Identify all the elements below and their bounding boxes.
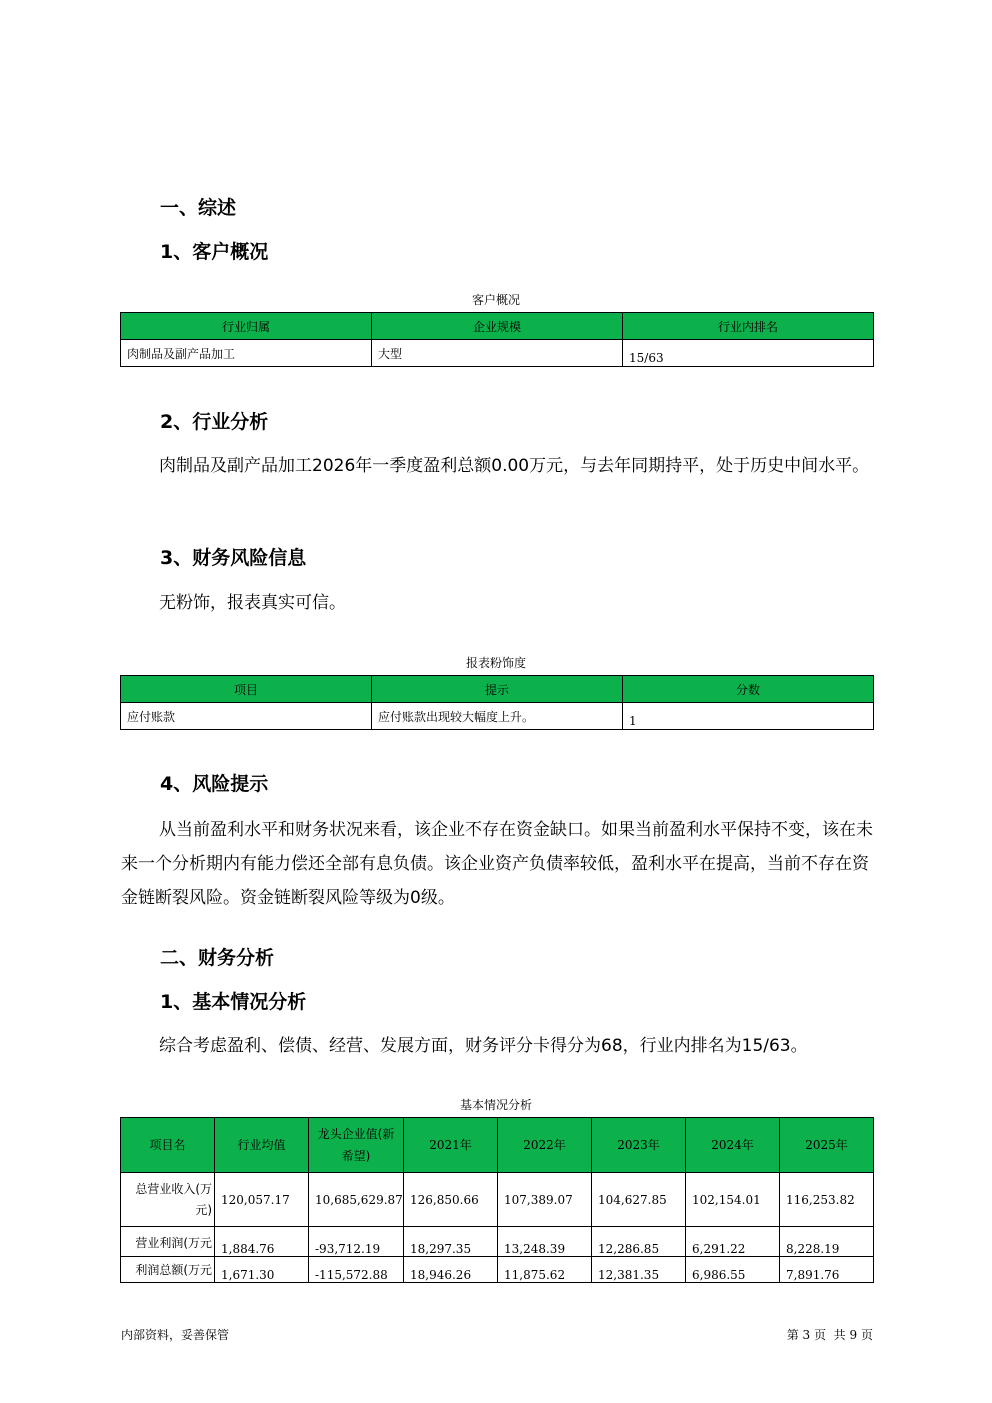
table-cell: 126,850.66 bbox=[404, 1173, 498, 1227]
table-cell: 107,389.07 bbox=[498, 1173, 592, 1227]
table-header: 行业内排名 bbox=[623, 313, 874, 340]
table-caption-customer: 客户概况 bbox=[471, 293, 520, 307]
basic-paragraph: 综合考虑盈利、偿债、经营、发展方面，财务评分卡得分为68，行业内排名为15/63。 bbox=[159, 1036, 808, 1056]
table-cell: 10,685,629.87 bbox=[309, 1173, 404, 1227]
table-cell: 1,884.76 bbox=[215, 1227, 309, 1257]
table-cell: 12,381.35 bbox=[592, 1257, 686, 1283]
table-header: 2023年 bbox=[592, 1118, 686, 1173]
table-header: 行业均值 bbox=[215, 1118, 309, 1173]
table-header: 分数 bbox=[623, 676, 874, 703]
table-header: 2024年 bbox=[686, 1118, 780, 1173]
table-cell: 7,891.76 bbox=[780, 1257, 874, 1283]
table-cell: 18,297.35 bbox=[404, 1227, 498, 1257]
page-unit: 页 bbox=[814, 1328, 827, 1342]
table-cell: 1,671.30 bbox=[215, 1257, 309, 1283]
whitewash-table bbox=[120, 675, 874, 730]
table-cell: 应付账款出现较大幅度上升。 bbox=[372, 703, 623, 730]
table-cell: 肉制品及副产品加工 bbox=[121, 340, 372, 367]
table-header: 项目 bbox=[121, 676, 372, 703]
table-cell: 6,291.22 bbox=[686, 1227, 780, 1257]
table-header: 2022年 bbox=[498, 1118, 592, 1173]
table-caption-whitewash: 报表粉饰度 bbox=[465, 656, 526, 670]
table-cell: 营业利润(万元 bbox=[121, 1227, 215, 1257]
table-cell: 11,875.62 bbox=[498, 1257, 592, 1283]
section-title-customer: 1、客户概况 bbox=[160, 241, 269, 263]
industry-paragraph: 肉制品及副产品加工2026年一季度盈利总额0.00万元，与去年同期持平，处于历史中间水平。 bbox=[159, 456, 870, 476]
table-cell: 利润总额(万元 bbox=[121, 1257, 215, 1283]
section-title-industry: 2、行业分析 bbox=[160, 411, 269, 433]
table-header: 企业规模 bbox=[372, 313, 623, 340]
table-cell: -93,712.19 bbox=[309, 1227, 404, 1257]
footer-note: 内部资料，妥善保管 bbox=[121, 1328, 230, 1342]
risk-info-paragraph: 无粉饰，报表真实可信。 bbox=[159, 593, 346, 613]
table-cell: 6,986.55 bbox=[686, 1257, 780, 1283]
table-cell: 12,286.85 bbox=[592, 1227, 686, 1257]
table-row bbox=[121, 1227, 874, 1257]
section-title-basic: 1、基本情况分析 bbox=[160, 991, 307, 1013]
table-cell: 8,228.19 bbox=[780, 1227, 874, 1257]
table-header: 2025年 bbox=[780, 1118, 874, 1173]
page-number: 3 bbox=[802, 1328, 811, 1342]
section-title-financial: 二、财务分析 bbox=[160, 947, 275, 969]
table-header: 项目名 bbox=[121, 1118, 215, 1173]
table-cell: 120,057.17 bbox=[215, 1173, 309, 1227]
customer-table bbox=[120, 312, 874, 367]
table-cell: 13,248.39 bbox=[498, 1227, 592, 1257]
table-cell: 总营业收入(万元) bbox=[121, 1173, 215, 1227]
table-header: 2021年 bbox=[404, 1118, 498, 1173]
table-cell: 应付账款 bbox=[121, 703, 372, 730]
table-row bbox=[121, 1257, 874, 1283]
table-caption-basic: 基本情况分析 bbox=[459, 1098, 532, 1112]
basic-analysis-table bbox=[120, 1117, 874, 1283]
table-header: 提示 bbox=[372, 676, 623, 703]
section-title-risk-tip: 4、风险提示 bbox=[160, 773, 269, 795]
section-title-risk-info: 3、财务风险信息 bbox=[160, 547, 307, 569]
table-cell: 15/63 bbox=[623, 340, 874, 367]
table-cell: 18,946.26 bbox=[404, 1257, 498, 1283]
table-cell: -115,572.88 bbox=[309, 1257, 404, 1283]
table-row bbox=[121, 1173, 874, 1227]
total-prefix: 共 bbox=[833, 1328, 846, 1342]
table-cell: 104,627.85 bbox=[592, 1173, 686, 1227]
table-header: 龙头企业值(新希望) bbox=[309, 1118, 404, 1173]
total-pages: 9 bbox=[849, 1328, 858, 1342]
page-prefix: 第 bbox=[786, 1328, 799, 1342]
total-unit: 页 bbox=[860, 1328, 873, 1342]
table-cell: 大型 bbox=[372, 340, 623, 367]
table-cell: 116,253.82 bbox=[780, 1173, 874, 1227]
section-title-overview: 一、综述 bbox=[160, 197, 237, 219]
risk-tip-paragraph: 从当前盈利水平和财务状况来看，该企业不存在资金缺口。如果当前盈利水平保持不变，该在未来一个分析期内有能力偿还全部有息负债。该企业资产负债率较低，盈利水平在提高，当前不存在资金链断裂风险。资金链断裂风险等级为0级。 bbox=[121, 820, 873, 908]
table-cell: 1 bbox=[623, 703, 874, 730]
table-cell: 102,154.01 bbox=[686, 1173, 780, 1227]
page-indicator bbox=[765, 1326, 873, 1343]
table-header: 行业归属 bbox=[121, 313, 372, 340]
